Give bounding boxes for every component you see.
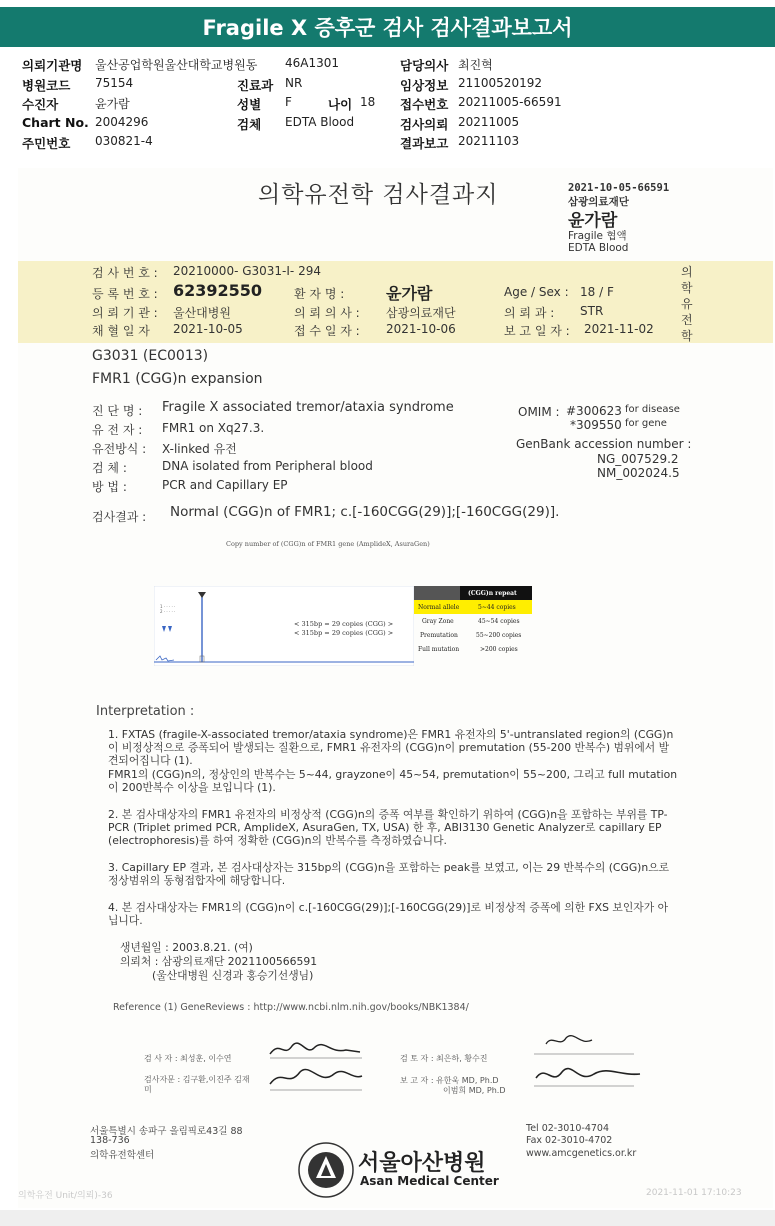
patient-label: 수진자 (22, 97, 59, 112)
table-row: Full mutation >200 copies (418, 645, 518, 653)
omim2: *309550 (570, 418, 622, 432)
address-3: 의학유전학센터 (90, 1150, 155, 1161)
side-text: 의학유전학 (681, 265, 693, 343)
paper-title: 의학유전학 검사결과지 (258, 182, 499, 208)
requester-2: (울산대병원 신경과 홍승기선생님) (152, 969, 314, 982)
reg-label: 등 록 번 호 : (92, 287, 158, 301)
diag-label: 진 단 명 : (92, 404, 143, 418)
address-1: 서울특별시 송파구 올림픽로43길 88 (90, 1126, 243, 1137)
sex-value: F (285, 95, 292, 109)
reporter: 보 고 자 : 유한욱 MD, Ph.D (400, 1076, 499, 1085)
interp-1b: FMR1의 (CGG)n의, 정상인의 반복수는 5~44, grayzone이 45~54, premutation이 55~200, 그리고 full mutation이 200반복수 이상을 보입니다 (1). (108, 768, 678, 794)
table-row: Gray Zone 45~54 copies (422, 617, 520, 625)
table-header-blank (414, 586, 460, 600)
report-title: Fragile X 증후군 검사 검사결과보고서 (202, 16, 573, 40)
legend-text-2: 2 · · · · · (160, 609, 176, 614)
advisor: 검사자문 : 김구환,이진주 김재미 (144, 1075, 250, 1094)
interp-4: 4. 본 검사대상자는 FMR1의 (CGG)n이 c.[-160CGG(29)];[-160CGG(29)]로 비정상적 증폭에 의한 FXS 보인자가 아닙니다. (108, 901, 668, 927)
dept-value: NR (285, 76, 303, 90)
clinical-label: 임상정보 (400, 78, 449, 93)
age-label: 나이 (328, 97, 353, 112)
spec: DNA isolated from Peripheral blood (162, 459, 373, 473)
agesex: 18 / F (580, 285, 614, 299)
hospital-name-en: Asan Medical Center (360, 1174, 499, 1188)
interp-3: 3. Capillary EP 결과, 본 검사대상자는 315bp의 (CGG)n을 포함하는 peak를 보였고, 이는 29 반복수의 (CGG)n으로 정상범위의 동형접합자에 해당합니다. (108, 861, 670, 887)
doctor-value: 최진혁 (458, 58, 493, 72)
method-label: 방 법 : (92, 480, 127, 494)
rrn-value: 030821-4 (95, 134, 153, 148)
omim2-note: for gene (625, 418, 667, 429)
draw-label: 채 혈 일 자 (92, 324, 150, 338)
table-header: (CGG)n repeat (468, 589, 517, 597)
receipt-label: 접수번호 (400, 97, 449, 112)
receipt-value: 20211005-66591 (458, 95, 562, 109)
test-no-label: 검 사 번 호 : (92, 266, 158, 280)
patient-name-label: 환 자 명 : (294, 287, 345, 301)
reg-no: 62392550 (173, 281, 263, 300)
stamp-line2: 삼광의료재단 (568, 196, 629, 208)
requester: 의뢰처 : 삼광의료재단 2021100566591 (120, 955, 318, 968)
req-label: 의 뢰 과 : (504, 306, 555, 320)
request-date-label: 검사의뢰 (400, 117, 449, 132)
omim-label: OMIM : (518, 405, 560, 419)
chart-annot-1: < 315bp = 29 copies (CGG) > (294, 620, 394, 628)
stamp-test: Fragile 협액 (568, 230, 627, 242)
table-row: Premutation 55~200 copies (420, 631, 522, 639)
rrn-label: 주민번호 (22, 136, 71, 151)
result: Normal (CGG)n of FMR1; c.[-160CGG(29)];[-160CGG(29)]. (170, 504, 560, 520)
address-2: 138-736 (90, 1135, 130, 1146)
reviewer: 검 토 자 : 최은하, 황수진 (400, 1054, 488, 1063)
diag: Fragile X associated tremor/ataxia syndrome (162, 400, 454, 415)
result-label: 검사결과 : (92, 510, 147, 524)
chart-annot-2: < 315bp = 29 copies (CGG) > (294, 629, 394, 637)
cgg-range-table (414, 586, 532, 656)
patient-value: 윤가람 (95, 97, 130, 111)
specimen-label: 검체 (237, 117, 262, 132)
org-label: 의 뢰 기 관 : (92, 306, 158, 320)
report-title-bar (0, 7, 775, 47)
test-name: FMR1 (CGG)n expansion (92, 371, 263, 387)
test-no: 20210000- G3031-I- 294 (173, 264, 321, 278)
genbank1: NG_007529.2 (597, 452, 679, 466)
table-row: Normal allele 5~44 copies (414, 600, 532, 614)
spec-label: 검 체 : (92, 461, 127, 475)
gene-label: 유 전 자 : (92, 423, 143, 437)
hospital-code-value: 75154 (95, 76, 134, 90)
patient-info-table (0, 48, 775, 166)
specimen-value: EDTA Blood (285, 115, 355, 129)
genbank2: NM_002024.5 (597, 466, 680, 480)
doctor-label: 담당의사 (400, 58, 449, 73)
hospital-name-kr: 서울아산병원 (358, 1151, 486, 1176)
institution-value: 울산공업학원울산대학교병원동 (95, 58, 258, 72)
footer-left: 의학유전 Unit/의뢰)-36 (18, 1191, 113, 1201)
agesex-label: Age / Sex : (504, 285, 569, 299)
tel: Tel 02-3010-4704 (526, 1123, 609, 1134)
chart-no-label: Chart No. (22, 115, 89, 130)
reviewer-signature (516, 1024, 646, 1096)
reference: Reference (1) GeneReviews : http://www.ncbi.nlm.nih.gov/books/NBK1384/ (113, 1002, 469, 1013)
dept-label: 진료과 (237, 78, 274, 93)
receive-label: 접 수 일 자 : (294, 324, 360, 338)
chart-no-value: 2004296 (95, 115, 149, 129)
draw-date: 2021-10-05 (173, 322, 243, 336)
inherit: X-linked 유전 (162, 442, 237, 456)
bottom-scroll-area (0, 1210, 775, 1226)
receive-date: 2021-10-06 (386, 322, 456, 336)
clinical-value: 21100520192 (458, 76, 542, 90)
fax: Fax 02-3010-4702 (526, 1135, 613, 1146)
genbank-label: GenBank accession number : (516, 437, 692, 451)
age-value: 18 (360, 95, 376, 109)
req-doc: 삼광의료재단 (386, 306, 456, 320)
method: PCR and Capillary EP (162, 478, 288, 492)
inherit-label: 유전방식 : (92, 442, 147, 456)
sex-label: 성별 (237, 97, 262, 112)
report-date-label: 결과보고 (400, 136, 449, 151)
tester-signature (250, 1028, 380, 1098)
interp-2: 2. 본 검사대상자의 FMR1 유전자의 비정상적 (CGG)n의 증폭 여부를 확인하기 위하여 (CGG)n을 포함하는 부위를 TP-PCR (Triplet primed PCR, AmplideX, AsuraGen, TX, USA) 한 후, ABI3130 Genetic Analyzer로 capillary EP (electrophoresis)를 하여 정확한 (CGG)n의 반복수를 측정하였습니다. (108, 808, 668, 847)
website: www.amcgenetics.or.kr (526, 1148, 637, 1159)
omim1: #300623 (566, 404, 622, 418)
request-date-value: 20211005 (458, 115, 520, 129)
stamp-name: 윤가람 (568, 211, 618, 231)
institution-label: 의뢰기관명 (22, 58, 83, 73)
interp-1: 1. FXTAS (fragile-X-associated tremor/ataxia syndrome)은 FMR1 유전자의 5'-untranslated region의 (CGG)n 이 비정상적으로 증폭되어 발생되는 질환으로, FMR1 유전자의 (CGG)n이 premutation (55-200 반복수) 범위에서 발견되어집니다 (1). (108, 728, 674, 767)
chart-caption: Copy number of (CGG)n of FMR1 gene (AmplideX, AsuraGen) (226, 540, 430, 548)
scanned-report (18, 168, 773, 1208)
patient-name: 윤가람 (386, 284, 433, 303)
report-date: 2021-11-02 (584, 322, 654, 336)
test-code: G3031 (EC0013) (92, 348, 209, 364)
interp-title: Interpretation : (96, 704, 195, 719)
stamp-specimen: EDTA Blood (568, 242, 629, 254)
report-date-value: 20211103 (458, 134, 520, 148)
req: STR (580, 304, 604, 318)
org: 울산대병원 (173, 306, 231, 320)
code2-value: 46A1301 (285, 56, 340, 70)
reporter-2: 이범희 MD, Ph.D (443, 1086, 506, 1095)
report-label: 보 고 일 자 : (504, 324, 570, 338)
gene: FMR1 on Xq27.3. (162, 421, 265, 435)
omim1-note: for disease (625, 404, 680, 415)
req-doc-label: 의 뢰 의 사 : (294, 306, 360, 320)
birth-info: 생년월일 : 2003.8.21. (여) (120, 941, 253, 954)
hospital-code-label: 병원코드 (22, 78, 71, 93)
asan-foundation-logo-icon (296, 1140, 356, 1200)
tester: 검 사 자 : 최성훈, 이수연 (144, 1054, 232, 1063)
legend-text-1: 1 · · · · · (160, 604, 176, 609)
stamp-line1: 2021-10-05-66591 (568, 182, 670, 194)
footer-right: 2021-11-01 17:10:23 (646, 1188, 742, 1198)
